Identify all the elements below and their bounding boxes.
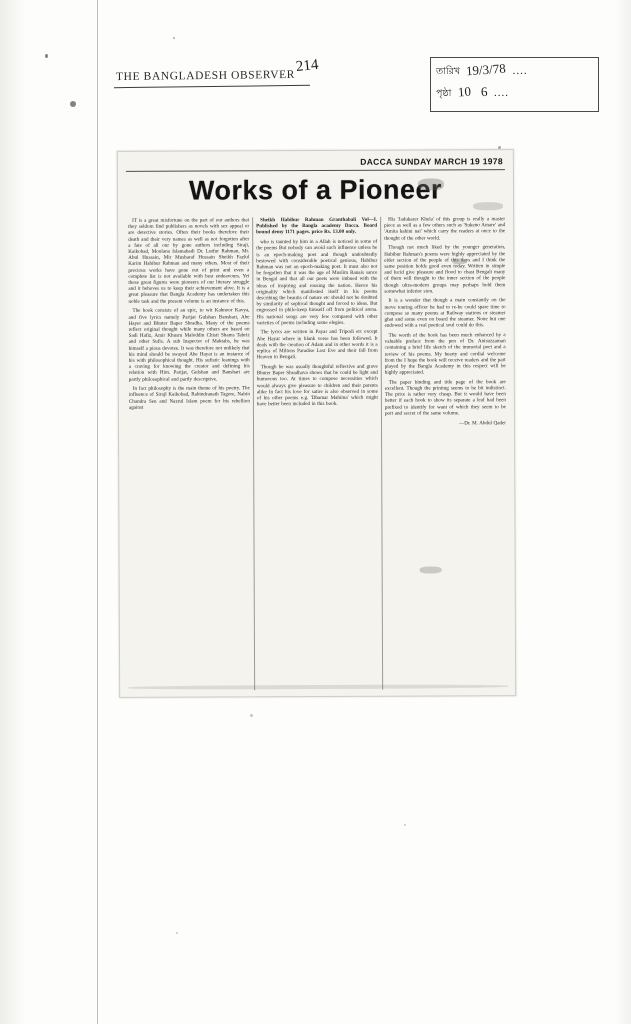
page-blemish [176, 932, 178, 934]
archive-page-value: 10 [457, 83, 472, 100]
newspaper-masthead-stamp: THE BANGLADESH OBSERVER [115, 68, 296, 84]
paragraph: Though not much liked by the younger generation, Habibur Rahman's poems were highly appreciated by the elder section of the people of this days and I think the same position holds good even today. Written in simple and lucid give pleasure and flood to chast Bengali many of them will thought to the inner section of the people though ultra-modern groups may perhaps hold them somewhat inferior sion. [384, 244, 506, 295]
dust-speck [70, 101, 76, 107]
paragraph: The lyrics are written in Payar and Tripodi etc except Abe Hayat where in blank verse has been followed. It deals with the creation of Adam and in other words it is a replica of Miltons Paradise Lost Eve and their fall from Heaven in Bengali. [256, 329, 378, 361]
article-columns [128, 216, 507, 691]
archive-page-dots: .... [494, 87, 510, 99]
paragraph: The paper binding and title page of the book are excellent. Though the printing seems to be bit indistinct. The price is rather very cheap. But it would have been better if each book to show its separate a leaf had been prefixed to identify for want of which they seem to be port and secret of the same volume. [384, 379, 506, 417]
paragraph: In fact philosophy is the main theme of his poetry. The influence of Sirajl Kaikobad, Rabindranath Tagore, Nabin Chandra Sen and Nazrul Islam poem for his rebellion against [128, 385, 250, 411]
archive-page-value-secondary: 6 [480, 83, 489, 100]
archive-page-row [436, 84, 509, 102]
archive-page-number-scribble: 214 [295, 56, 320, 76]
archive-date-label: তারিখ [436, 67, 461, 77]
archive-date-dots: .... [512, 65, 528, 77]
page-blemish [250, 714, 253, 717]
article-byline: —Dr. M. Abdul Qader [459, 419, 507, 426]
paragraph: The worth of the book has been much enhanced by a valuable preface from the pen of Dr. Anisuzzaman containing a brief life sketch of the immortal poet and a review of his poems. My hearty and cordial welcome from the I hope the book will receive readers and the part played by the Bangla Academy in this respect will be highly appreciated. [384, 332, 506, 376]
book-details: Sheikh Habibur Rahman Granthabali Vol—I. Published by the Bangla academy Dacca. Board bound demy 1171 pages. price Rs. 13.00 only. [256, 216, 378, 236]
column-divider [252, 217, 255, 690]
paragraph: who is taunted by him in a Allah is noticed in some of the poems But nobody can avoid such influence unless he is an epoch-making poet and though undoubtedly bestowed with considerable poetical genious, Habibur Rahman was not an epoch-making poet. It must also not be forgotten that it was the age of Muslim Ranais sance in Bengal and that all our poets were imbued with the ideas of inspiring and rousing the nation. Hence his originality which manifested itself in his poems describing the beautis of nature etc should not be doubted by similarity of sophical thought and forced to ideas. But engrossed in philo-keep himself off from political arena. His national songs are very few compared with other varieties of poems including some elegies. [256, 238, 378, 327]
article-column [256, 217, 379, 691]
paragraph: Though he was usually thoughtful reflective and grave Bhuter Baper Shradhava shows that he could be light and humorous too. At times to compose necessities which would always give pleasure to children and their parents alike In fact his love for satire is also observed in some of his other poems e.g. 'Dhamar Mahima' which might have better been included in this book. [256, 363, 378, 408]
column-divider [380, 217, 383, 690]
newspaper-clipping [117, 149, 516, 698]
ink-smudge [420, 566, 442, 573]
dust-speck [173, 37, 175, 39]
archive-stamp-box [430, 57, 599, 112]
paragraph: It is a wonder that though a main constantly on the move touring officer he had to re-he could spare time to compose so many poems at Railway stations or steamer ghat and some even on board the steamer. None but one endowed with a real poetical soul could do this. [384, 297, 506, 329]
archive-page-label: পৃষ্ঠা [436, 89, 452, 99]
paragraph: The book consists of an epic, to wit Kahnoor Kavya, and five lyrics namely Parijat Gulshan Banshari, Abe Hayet and Bhuter Baper Shradha. Many of the poems reflect original thought while many others are based on Sadi Hafiz, Amir Khusru Maloddin Chisti Shams Tabriz and other Sufis. A sub Inspector of Maktabs, he was himself a pious devotee. It was therefore not unlikely that his mind should be swayed Abe Hayat is an instance of his with philosophical thought. His sufistic leanings with a craving for knowing the creator and defining his relation with Him. Parijat, Gulshan and Banshari are partly philosophical and partly descriptive. [128, 307, 250, 383]
masthead-underline [114, 85, 310, 88]
archive-date-row [436, 62, 528, 80]
page-blemish [404, 824, 406, 826]
article-column [384, 216, 507, 690]
paragraph: His 'Jadukarer Khela' of this group is really a master piece as well as a few others such as 'Sukeno Amare' and 'Amita kahini nai' which carry the readers at once to the thought of the other world. [384, 216, 506, 242]
archive-date-value: 19/3/78 [465, 60, 507, 79]
paragraph: IT is a great misfortune on the part of our authors that they seldom find publishers as novels with sex appeal or are detective stories. Often their books therefore their death and their very names as well as not forgotten after a fate of all our by gone authors including Siraji, Kaikobad, Moulana Islamabadi Dr. Lutfur Rahman, Mr. Abul Hussain, Mir Musharaf Hussain Sheikh Fazlul Karim Habibur Rahman and many others. Most of their precious works have gone out of print and even a complete list is not available with best endeavours. Yet these great figures were pioneers of our literary struggle and it behoves us to keep their achievement alive. It is a great pleasure that Bangla Academy has undertaken this noble task and the present volume is an instance of this. [128, 217, 250, 305]
article-headline: Works of a Pioneer [188, 174, 443, 206]
dust-speck [45, 54, 48, 58]
ink-smudge [418, 178, 444, 190]
album-binding-line [97, 0, 98, 1024]
ink-smudge [452, 258, 466, 264]
dateline-area [118, 156, 513, 172]
article-column [128, 217, 251, 691]
dateline: DACCA SUNDAY MARCH 19 1978 [360, 156, 503, 167]
ink-smudge [473, 202, 503, 210]
dateline-rule [126, 169, 505, 172]
